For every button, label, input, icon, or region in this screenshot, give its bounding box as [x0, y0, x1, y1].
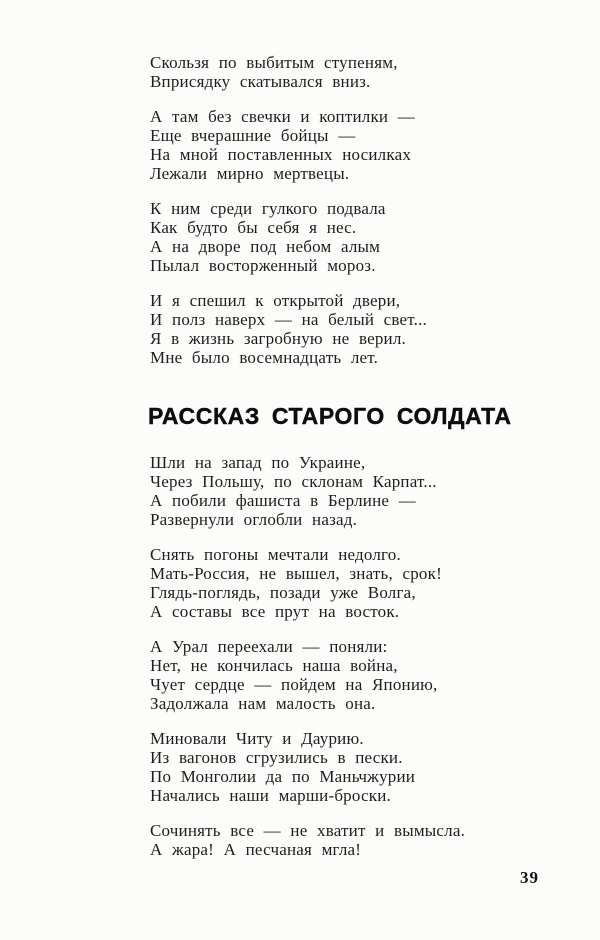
poem-line: Миновали Читу и Даурию. — [150, 729, 364, 748]
stanza — [150, 729, 490, 805]
poem-line: На мной поставленных носилках — [150, 145, 412, 164]
poem-line: Вприсядку скатывался вниз. — [150, 72, 371, 91]
poem-line: Развернули оглобли назад. — [150, 510, 358, 529]
poem-line: Нет, не кончилась наша война, — [150, 656, 398, 675]
poem-line: Мне было восемнадцать лет. — [150, 348, 379, 367]
poem-line: А Урал переехали — поняли: — [150, 637, 388, 656]
text-column — [148, 53, 512, 859]
poem-line: Задолжала нам малость она. — [150, 694, 376, 713]
poem-line: По Монголии да по Маньчжурии — [150, 767, 416, 786]
poem-continuation — [150, 53, 490, 367]
poem-line: Пылал восторженный мороз. — [150, 256, 376, 275]
stanza — [150, 545, 490, 621]
poem-line: А составы все прут на восток. — [150, 602, 400, 621]
poem-line: И я спешил к открытой двери, — [150, 291, 401, 310]
poem-line: И полз наверх — на белый свет... — [150, 310, 428, 329]
poem-line: А на дворе под небом алым — [150, 237, 381, 256]
poem-title: РАССКАЗ СТАРОГО СОЛДАТА — [148, 403, 512, 429]
stanza — [150, 53, 490, 91]
poem-line: Мать-Россия, не вышел, знать, срок! — [150, 564, 442, 583]
poem-line: Скользя по выбитым ступеням, — [150, 53, 398, 72]
poem-line: А жара! А песчаная мгла! — [150, 840, 362, 859]
stanza — [150, 453, 490, 529]
page-number: 39 — [520, 868, 539, 887]
poem-story-of-old-soldier — [150, 453, 490, 859]
poem-line: Как будто бы себя я нес. — [150, 218, 357, 237]
stanza — [150, 199, 490, 275]
stanza — [150, 291, 490, 367]
poem-line: Через Польшу, по склонам Карпат... — [150, 472, 437, 491]
poem-line: А там без свечки и коптилки — — [150, 107, 415, 126]
poem-line: Снять погоны мечтали недолго. — [150, 545, 401, 564]
poem-line: А побили фашиста в Берлине — — [150, 491, 416, 510]
stanza — [150, 637, 490, 713]
poem-line: Шли на запад по Украине, — [150, 453, 366, 472]
poem-line: Начались наши марши-броски. — [150, 786, 391, 805]
poem-line: Сочинять все — не хватит и вымысла. — [150, 821, 466, 840]
poem-line: К ним среди гулкого подвала — [150, 199, 386, 218]
stanza — [150, 107, 490, 183]
poem-line: Лежали мирно мертвецы. — [150, 164, 350, 183]
stanza — [150, 821, 490, 859]
poem-line: Чует сердце — пойдем на Японию, — [150, 675, 438, 694]
poem-line: Я в жизнь загробную не верил. — [150, 329, 406, 348]
poem-line: Глядь-поглядь, позади уже Волга, — [150, 583, 416, 602]
poem-line: Из вагонов сгрузились в пески. — [150, 748, 403, 767]
poem-line: Еще вчерашние бойцы — — [150, 126, 356, 145]
